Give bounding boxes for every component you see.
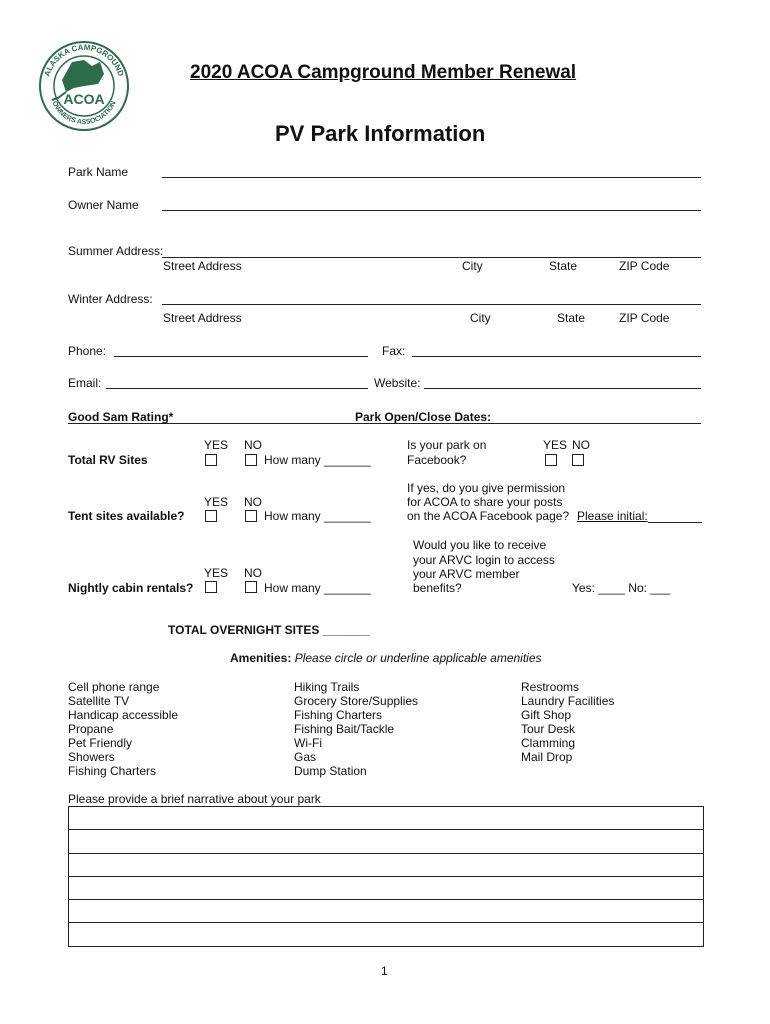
facebook-q2-line3: on the ACOA Facebook page? (407, 509, 570, 523)
tent-yes-label: YES (204, 495, 229, 509)
arvc-yes-no[interactable]: Yes: ____ No: ___ (572, 581, 671, 595)
please-initial-label: Please initial: (577, 509, 648, 523)
winter-zip-label: ZIP Code (619, 311, 670, 325)
amenity-item[interactable]: Fishing Bait/Tackle (294, 722, 395, 736)
summer-zip-label: ZIP Code (619, 259, 670, 273)
tent-no-checkbox[interactable] (245, 510, 257, 522)
amenity-item[interactable]: Hiking Trails (294, 680, 360, 694)
facebook-q1-line1: Is your park on (407, 438, 487, 452)
fax-label: Fax: (382, 344, 406, 358)
logo-center-text: ACOA (63, 91, 105, 107)
tent-sites-label: Tent sites available? (68, 509, 185, 523)
amenity-item[interactable]: Clamming (521, 736, 576, 750)
summer-street-label: Street Address (163, 259, 242, 273)
amenity-item[interactable]: Mail Drop (521, 750, 573, 764)
amenity-item[interactable]: Propane (68, 722, 114, 736)
amenity-item[interactable]: Showers (68, 750, 115, 764)
arvc-line1: Would you like to receive (413, 538, 547, 552)
phone-field[interactable] (114, 356, 368, 357)
website-label: Website: (374, 376, 421, 390)
open-close-dates-label: Park Open/Close Dates: (355, 410, 492, 424)
winter-address-label: Winter Address: (68, 292, 153, 306)
rv-yes-checkbox[interactable] (205, 454, 217, 466)
ratings-rule (68, 423, 701, 424)
amenity-item[interactable]: Wi-Fi (294, 736, 322, 750)
tent-no-label: NO (244, 495, 262, 509)
owner-name-label: Owner Name (68, 198, 139, 212)
park-name-field[interactable] (162, 177, 701, 178)
amenity-item[interactable]: Dump Station (294, 764, 367, 778)
rv-no-label: NO (244, 438, 262, 452)
winter-city-label: City (470, 311, 491, 325)
narrative-label: Please provide a brief narrative about your park (68, 792, 321, 806)
cabin-no-checkbox[interactable] (245, 581, 257, 593)
park-name-label: Park Name (68, 165, 129, 179)
facebook-q2-line1: If yes, do you give permission (407, 481, 566, 495)
amenity-item[interactable]: Grocery Store/Supplies (294, 694, 419, 708)
narrative-line[interactable] (69, 807, 703, 830)
page-title: 2020 ACOA Campground Member Renewal (190, 62, 577, 83)
amenity-item[interactable]: Laundry Facilities (521, 694, 615, 708)
logo-ring-top: ALASKA CAMPGROUND (42, 42, 126, 78)
acoa-logo-seal (38, 40, 130, 132)
facebook-no-label: NO (572, 438, 590, 452)
owner-name-field[interactable] (162, 210, 701, 211)
facebook-q1-line2: Facebook? (407, 453, 467, 467)
facebook-yes-label: YES (543, 438, 568, 452)
narrative-box[interactable] (68, 806, 704, 947)
amenity-item[interactable]: Handicap accessible (68, 708, 179, 722)
arvc-line2: your ARVC login to access (413, 553, 555, 567)
email-field[interactable] (106, 388, 368, 389)
acoa-logo (38, 40, 130, 132)
rv-how-many[interactable]: How many _______ (264, 453, 371, 467)
amenity-item[interactable]: Gas (294, 750, 317, 764)
tent-yes-checkbox[interactable] (205, 510, 217, 522)
summer-city-label: City (462, 259, 483, 273)
facebook-q2-line2: for ACOA to share your posts (407, 495, 563, 509)
cabin-rentals-label: Nightly cabin rentals? (68, 581, 194, 595)
amenity-item[interactable]: Gift Shop (521, 708, 572, 722)
amenities-col1 (68, 680, 178, 778)
total-rv-sites-label: Total RV Sites (68, 453, 148, 467)
narrative-line[interactable] (69, 923, 703, 945)
cabin-no-label: NO (244, 566, 262, 580)
narrative-line[interactable] (69, 877, 703, 900)
arvc-line3: your ARVC member (413, 567, 520, 581)
amenity-item[interactable]: Tour Desk (521, 722, 576, 736)
narrative-line[interactable] (69, 830, 703, 853)
amenity-item[interactable]: Pet Friendly (68, 736, 133, 750)
summer-address-field[interactable] (162, 257, 701, 258)
page-subtitle: PV Park Information (275, 121, 486, 146)
fax-field[interactable] (412, 356, 701, 357)
cabin-how-many[interactable]: How many _______ (264, 581, 371, 595)
rv-yes-label: YES (204, 438, 229, 452)
narrative-line[interactable] (69, 900, 703, 923)
amenity-item[interactable]: Satellite TV (68, 694, 130, 708)
summer-state-label: State (549, 259, 578, 273)
rv-no-checkbox[interactable] (245, 454, 257, 466)
cabin-yes-label: YES (204, 566, 229, 580)
total-overnight-sites[interactable]: TOTAL OVERNIGHT SITES _______ (168, 623, 370, 637)
logo-ring-bottom: OWNERS ASSOCIATION (50, 100, 118, 127)
winter-street-label: Street Address (163, 311, 242, 325)
website-field[interactable] (424, 388, 701, 389)
amenities-heading (230, 651, 542, 665)
alaska-map-icon (62, 60, 104, 92)
arvc-line4: benefits? (413, 581, 462, 595)
good-sam-rating-label: Good Sam Rating* (68, 410, 174, 424)
amenity-item[interactable]: Restrooms (521, 680, 580, 694)
tent-how-many[interactable]: How many _______ (264, 509, 371, 523)
cabin-yes-checkbox[interactable] (205, 581, 217, 593)
phone-label: Phone: (68, 344, 107, 358)
amenities-instruction: Please circle or underline applicable amenities (294, 651, 542, 665)
amenities-col3 (521, 680, 614, 764)
amenity-item[interactable]: Fishing Charters (68, 764, 157, 778)
initial-field[interactable] (648, 522, 702, 523)
facebook-yes-checkbox[interactable] (545, 454, 557, 466)
amenity-item[interactable]: Fishing Charters (294, 708, 383, 722)
amenity-item[interactable]: Cell phone range (68, 680, 160, 694)
facebook-no-checkbox[interactable] (572, 454, 584, 466)
summer-address-label: Summer Address: (68, 244, 164, 258)
amenities-col2 (294, 680, 418, 778)
amenities-label: Amenities: (230, 651, 292, 665)
winter-state-label: State (557, 311, 586, 325)
winter-address-field[interactable] (162, 304, 701, 305)
narrative-line[interactable] (69, 854, 703, 877)
page-number: 1 (381, 964, 388, 978)
email-label: Email: (68, 376, 102, 390)
